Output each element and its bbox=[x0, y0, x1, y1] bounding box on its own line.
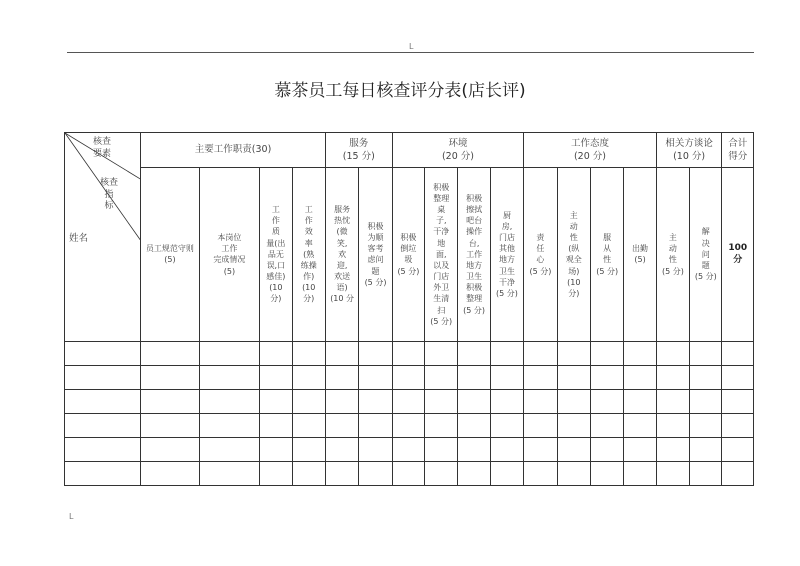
score-entry-cell[interactable] bbox=[425, 437, 458, 461]
score-entry-cell[interactable] bbox=[458, 413, 490, 437]
score-entry-cell[interactable] bbox=[524, 341, 557, 365]
group-main-duties: 主要工作职责(30) bbox=[141, 133, 326, 168]
indicator-proactiveness: 主 动 性 (5 分) bbox=[656, 168, 689, 341]
group-environment: 环境 (20 分) bbox=[392, 133, 524, 168]
indicator-responsibility: 责 任 心 (5 分) bbox=[524, 168, 557, 341]
score-entry-cell[interactable] bbox=[425, 389, 458, 413]
name-entry-cell[interactable] bbox=[65, 341, 141, 365]
score-entry-cell[interactable] bbox=[325, 389, 358, 413]
indicator-attendance: 出勤 (5) bbox=[624, 168, 656, 341]
score-entry-cell[interactable] bbox=[490, 365, 523, 389]
score-entry-cell[interactable] bbox=[458, 437, 490, 461]
score-entry-cell[interactable] bbox=[722, 461, 754, 485]
score-entry-cell[interactable] bbox=[141, 413, 199, 437]
score-entry-cell[interactable] bbox=[490, 437, 523, 461]
score-entry-cell[interactable] bbox=[392, 365, 424, 389]
name-entry-cell[interactable] bbox=[65, 413, 141, 437]
score-entry-cell[interactable] bbox=[199, 341, 260, 365]
score-entry-cell[interactable] bbox=[590, 461, 623, 485]
score-entry-cell[interactable] bbox=[624, 341, 656, 365]
indicator-work-efficiency: 工 作 效 率 (熟 练操 作) (10 分) bbox=[292, 168, 325, 341]
score-entry-cell[interactable] bbox=[359, 461, 392, 485]
score-entry-cell[interactable] bbox=[557, 461, 590, 485]
group-service: 服务 (15 分) bbox=[325, 133, 392, 168]
score-entry-cell[interactable] bbox=[392, 461, 424, 485]
score-entry-cell[interactable] bbox=[557, 341, 590, 365]
score-entry-cell[interactable] bbox=[325, 365, 358, 389]
score-entry-cell[interactable] bbox=[490, 389, 523, 413]
score-row bbox=[65, 437, 754, 461]
score-entry-cell[interactable] bbox=[656, 365, 689, 389]
corner-label-name: 姓名 bbox=[69, 233, 89, 244]
score-entry-cell[interactable] bbox=[458, 365, 490, 389]
score-entry-cell[interactable] bbox=[260, 437, 292, 461]
score-entry-cell[interactable] bbox=[656, 389, 689, 413]
score-entry-cell[interactable] bbox=[199, 389, 260, 413]
score-entry-cell[interactable] bbox=[490, 341, 523, 365]
score-entry-cell[interactable] bbox=[624, 389, 656, 413]
indicator-initiative: 主 动 性 (纵 观全 场) (10 分) bbox=[557, 168, 590, 341]
score-entry-cell[interactable] bbox=[722, 437, 754, 461]
score-entry-cell[interactable] bbox=[656, 437, 689, 461]
indicator-tables-floor: 积极 整理 桌 子, 干净 地 面, 以及 门店 外卫 生清 扫 (5 分) bbox=[425, 168, 458, 341]
score-entry-cell[interactable] bbox=[624, 437, 656, 461]
score-entry-cell[interactable] bbox=[590, 389, 623, 413]
score-entry-cell[interactable] bbox=[260, 461, 292, 485]
score-entry-cell[interactable] bbox=[260, 389, 292, 413]
indicator-problem-solving: 解 决 问 题 (5 分) bbox=[690, 168, 722, 341]
score-entry-cell[interactable] bbox=[141, 437, 199, 461]
score-entry-cell[interactable] bbox=[690, 413, 722, 437]
group-work-attitude: 工作态度 (20 分) bbox=[524, 133, 657, 168]
score-entry-cell[interactable] bbox=[260, 413, 292, 437]
score-entry-cell[interactable] bbox=[292, 461, 325, 485]
score-entry-cell[interactable] bbox=[359, 341, 392, 365]
score-entry-cell[interactable] bbox=[656, 413, 689, 437]
score-entry-cell[interactable] bbox=[524, 389, 557, 413]
score-entry-cell[interactable] bbox=[722, 389, 754, 413]
score-entry-cell[interactable] bbox=[359, 365, 392, 389]
score-entry-cell[interactable] bbox=[722, 341, 754, 365]
score-entry-cell[interactable] bbox=[392, 341, 424, 365]
score-entry-cell[interactable] bbox=[141, 365, 199, 389]
score-entry-cell[interactable] bbox=[292, 365, 325, 389]
score-entry-cell[interactable] bbox=[624, 461, 656, 485]
name-entry-cell[interactable] bbox=[65, 461, 141, 485]
score-entry-cell[interactable] bbox=[557, 413, 590, 437]
score-entry-cell[interactable] bbox=[141, 461, 199, 485]
score-entry-cell[interactable] bbox=[199, 461, 260, 485]
score-entry-cell[interactable] bbox=[690, 365, 722, 389]
score-entry-cell[interactable] bbox=[292, 413, 325, 437]
score-row bbox=[65, 389, 754, 413]
score-entry-cell[interactable] bbox=[292, 341, 325, 365]
score-entry-cell[interactable] bbox=[359, 389, 392, 413]
page-mark-top: L bbox=[409, 42, 414, 51]
score-entry-cell[interactable] bbox=[325, 341, 358, 365]
score-entry-cell[interactable] bbox=[199, 365, 260, 389]
score-entry-cell[interactable] bbox=[199, 437, 260, 461]
name-entry-cell[interactable] bbox=[65, 389, 141, 413]
group-total: 合计 得分 bbox=[722, 133, 754, 168]
indicator-staff-rules: 员工规范守则 (5) bbox=[141, 168, 199, 341]
score-entry-cell[interactable] bbox=[392, 389, 424, 413]
score-entry-cell[interactable] bbox=[524, 365, 557, 389]
group-stakeholder-feedback: 相关方谈论 (10 分) bbox=[656, 133, 722, 168]
score-row bbox=[65, 341, 754, 365]
name-entry-cell[interactable] bbox=[65, 437, 141, 461]
score-entry-cell[interactable] bbox=[690, 437, 722, 461]
indicator-service-enthusiasm: 服务 热忱 (微 笑, 欢 迎, 欢送 语) (10 分 bbox=[325, 168, 358, 341]
score-entry-cell[interactable] bbox=[325, 461, 358, 485]
score-row bbox=[65, 413, 754, 437]
score-entry-cell[interactable] bbox=[524, 437, 557, 461]
page-title: 慕茶员工每日核查评分表(店长评) bbox=[274, 81, 526, 101]
score-entry-cell[interactable] bbox=[458, 461, 490, 485]
score-entry-cell[interactable] bbox=[392, 437, 424, 461]
score-table bbox=[64, 132, 754, 486]
score-entry-cell[interactable] bbox=[141, 389, 199, 413]
score-entry-cell[interactable] bbox=[425, 413, 458, 437]
score-entry-cell[interactable] bbox=[557, 437, 590, 461]
score-entry-cell[interactable] bbox=[557, 389, 590, 413]
indicator-kitchen-clean: 厨 房, 门店 其他 地方 卫生 干净 (5 分) bbox=[490, 168, 523, 341]
score-entry-cell[interactable] bbox=[141, 341, 199, 365]
score-entry-cell[interactable] bbox=[425, 365, 458, 389]
indicator-trash-disposal: 积极 倒垃 圾 (5 分) bbox=[392, 168, 424, 341]
score-entry-cell[interactable] bbox=[690, 389, 722, 413]
indicator-total-score: 100 分 bbox=[722, 168, 754, 341]
score-entry-cell[interactable] bbox=[392, 413, 424, 437]
score-entry-cell[interactable] bbox=[590, 365, 623, 389]
score-entry-cell[interactable] bbox=[425, 461, 458, 485]
corner-label-elements: 核查 要素 bbox=[93, 137, 112, 159]
score-entry-cell[interactable] bbox=[656, 461, 689, 485]
score-entry-cell[interactable] bbox=[524, 461, 557, 485]
score-entry-cell[interactable] bbox=[656, 341, 689, 365]
score-entry-cell[interactable] bbox=[590, 341, 623, 365]
score-entry-cell[interactable] bbox=[359, 413, 392, 437]
score-row bbox=[65, 461, 754, 485]
score-entry-cell[interactable] bbox=[490, 461, 523, 485]
score-entry-cell[interactable] bbox=[425, 341, 458, 365]
score-entry-cell[interactable] bbox=[260, 365, 292, 389]
indicator-bar-counter: 积极 擦拭 吧台 操作 台, 工作 地方 卫生 积极 整理 (5 分) bbox=[458, 168, 490, 341]
score-entry-cell[interactable] bbox=[325, 413, 358, 437]
page-mark-bottom: L bbox=[69, 512, 74, 521]
score-entry-cell[interactable] bbox=[722, 365, 754, 389]
indicator-obedience: 服 从 性 (5 分) bbox=[590, 168, 623, 341]
indicator-customer-consideration: 积极 为顺 客考 虑问 题 (5 分) bbox=[359, 168, 392, 341]
score-entry-cell[interactable] bbox=[325, 437, 358, 461]
score-entry-cell[interactable] bbox=[292, 389, 325, 413]
score-entry-cell[interactable] bbox=[490, 413, 523, 437]
name-entry-cell[interactable] bbox=[65, 365, 141, 389]
corner-label-indicators: 核查 指 标 bbox=[100, 178, 119, 212]
score-entry-cell[interactable] bbox=[458, 341, 490, 365]
score-entry-cell[interactable] bbox=[557, 365, 590, 389]
score-entry-cell[interactable] bbox=[590, 437, 623, 461]
score-entry-cell[interactable] bbox=[690, 341, 722, 365]
score-entry-cell[interactable] bbox=[199, 413, 260, 437]
score-entry-cell[interactable] bbox=[624, 365, 656, 389]
indicator-work-quality: 工 作 质 量(出 品无 误,口 感佳) (10 分) bbox=[260, 168, 292, 341]
score-entry-cell[interactable] bbox=[292, 437, 325, 461]
score-entry-cell[interactable] bbox=[624, 413, 656, 437]
header-rule bbox=[67, 52, 754, 53]
corner-header-cell bbox=[65, 133, 141, 342]
score-entry-cell[interactable] bbox=[722, 413, 754, 437]
score-entry-cell[interactable] bbox=[260, 341, 292, 365]
score-entry-cell[interactable] bbox=[359, 437, 392, 461]
score-row bbox=[65, 365, 754, 389]
score-entry-cell[interactable] bbox=[458, 389, 490, 413]
score-entry-cell[interactable] bbox=[690, 461, 722, 485]
indicator-job-completion: 本岗位 工作 完成情况 (5) bbox=[199, 168, 260, 341]
score-entry-cell[interactable] bbox=[524, 413, 557, 437]
score-entry-cell[interactable] bbox=[590, 413, 623, 437]
